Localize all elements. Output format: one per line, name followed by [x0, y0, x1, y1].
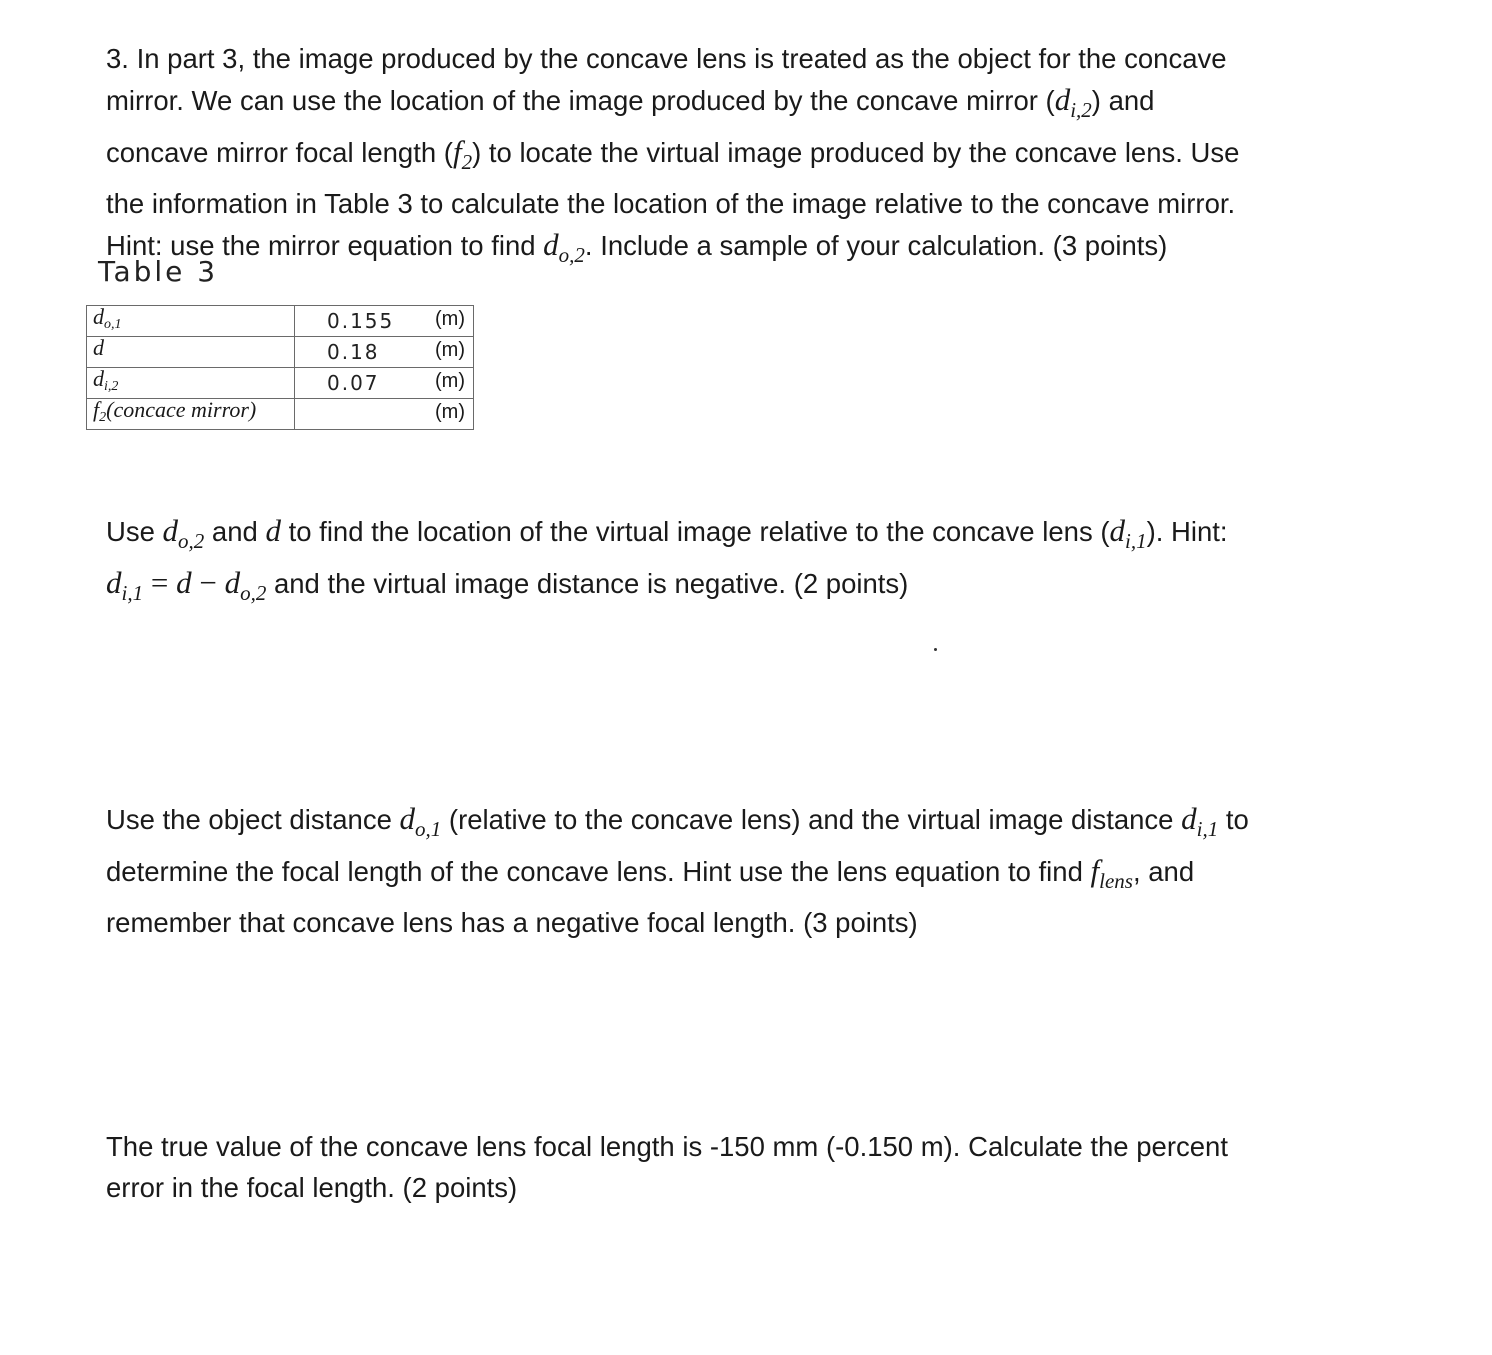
var-symbol: d [93, 366, 104, 391]
minus-sign: − [191, 565, 225, 600]
var-symbol: d [93, 304, 104, 329]
qb-text: and [204, 516, 266, 547]
qb-line-1 [106, 510, 1228, 562]
q3-line-5-end: . Include a sample of your calculation. (3 points) [584, 230, 1168, 261]
table-value-cell[interactable] [295, 399, 474, 430]
symbol-d: d [1054, 82, 1071, 117]
stray-mark [934, 648, 937, 651]
table-caption: Table 3 [98, 255, 219, 288]
qb-text: ). Hint: [1146, 516, 1228, 547]
qb-text: to find the location of the virtual image relative to the concave lens ( [280, 516, 1110, 547]
subscript-2: 2 [461, 150, 473, 174]
subscript-o1: o,1 [415, 817, 442, 841]
symbol-f: f [1090, 853, 1100, 888]
qd-line-1: The true value of the concave lens focal length is -150 mm (-0.150 m). Calculate the percent [106, 1131, 1228, 1162]
question-virtual-image [106, 510, 1228, 614]
table-row [87, 399, 474, 430]
var-symbol: d [93, 335, 104, 360]
qc-line-2 [106, 850, 1249, 902]
subscript-i1: i,1 [1125, 529, 1147, 553]
table-row [87, 306, 474, 337]
qd-line-2: error in the focal length. (2 points) [106, 1172, 518, 1203]
q3-line-1: 3. In part 3, the image produced by the concave lens is treated as the object for the concave [106, 43, 1227, 74]
table-value-cell[interactable] [295, 368, 474, 399]
symbol-d: d [106, 565, 122, 600]
qc-line-3: remember that concave lens has a negative focal length. (3 points) [106, 907, 918, 938]
q3-line-4: the information in Table 3 to calculate the location of the image relative to the concave mirror. [106, 188, 1236, 219]
unit-label: (m) [435, 370, 465, 392]
symbol-d: d [399, 801, 416, 836]
symbol-d: d [224, 565, 241, 600]
q3-line-2-text: mirror. We can use the location of the image produced by the concave mirror ( [106, 85, 1055, 116]
question-3 [106, 38, 1239, 276]
var-subscript: i,2 [104, 379, 119, 394]
unit-label: (m) [435, 339, 465, 361]
symbol-d: d [1109, 513, 1125, 548]
qc-text: to [1218, 804, 1249, 835]
q3-line-3-end: ) to locate the virtual image produced by the concave lens. Use [472, 137, 1240, 168]
table-value-cell[interactable] [295, 306, 474, 337]
q3-line-2 [106, 79, 1239, 131]
qc-text: determine the focal length of the concave lens. Hint use the lens equation to find [106, 856, 1091, 887]
qb-text: Use [106, 516, 163, 547]
q3-line-2-end: ) and [1091, 85, 1155, 116]
table-var-cell [87, 306, 295, 337]
q3-line-3-text: concave mirror focal length ( [106, 137, 453, 168]
qb-line-2 [106, 562, 1228, 614]
q3-line-3 [106, 131, 1239, 183]
table-var-cell [87, 337, 295, 368]
table-value-cell[interactable] [295, 337, 474, 368]
subscript-o2: o,2 [178, 529, 205, 553]
symbol-f: f [452, 134, 462, 169]
var-subscript: 2 [99, 410, 107, 425]
equals-sign: = [143, 565, 177, 600]
qc-text: Use the object distance [106, 804, 400, 835]
qb-text: and the virtual image distance is negative. (2 points) [266, 568, 909, 599]
var-subscript: o,1 [104, 317, 122, 332]
unit-label: (m) [435, 308, 465, 330]
symbol-d: d [543, 227, 559, 262]
handwritten-value: 0.07 [327, 371, 380, 395]
subscript-i1: i,1 [121, 581, 144, 605]
handwritten-value: 0.18 [327, 340, 380, 364]
table-row [87, 337, 474, 368]
table-var-cell [87, 399, 295, 430]
symbol-d: d [265, 513, 281, 548]
q3-line-5 [106, 224, 1239, 276]
symbol-d: d [1181, 801, 1197, 836]
q3-line-5-text: Hint: use the mirror equation to find [106, 230, 544, 261]
question-percent-error [106, 1126, 1228, 1208]
var-suffix: (concace mirror) [106, 397, 257, 422]
qc-text: , and [1132, 856, 1195, 887]
table-row [87, 368, 474, 399]
subscript-lens: lens [1099, 869, 1133, 893]
subscript-i1: i,1 [1196, 817, 1219, 841]
handwritten-value: 0.155 [327, 309, 395, 333]
symbol-d: d [162, 513, 179, 548]
qc-text: (relative to the concave lens) and the virtual image distance [441, 804, 1182, 835]
unit-label: (m) [435, 401, 465, 423]
qc-line-1 [106, 798, 1249, 850]
table-3 [86, 305, 474, 430]
var-symbol: f [93, 397, 100, 422]
subscript-i2: i,2 [1070, 98, 1092, 122]
question-focal-length [106, 798, 1249, 943]
symbol-d: d [176, 565, 192, 600]
subscript-o2: o,2 [240, 581, 267, 605]
subscript-o2: o,2 [558, 243, 585, 267]
table-var-cell [87, 368, 295, 399]
